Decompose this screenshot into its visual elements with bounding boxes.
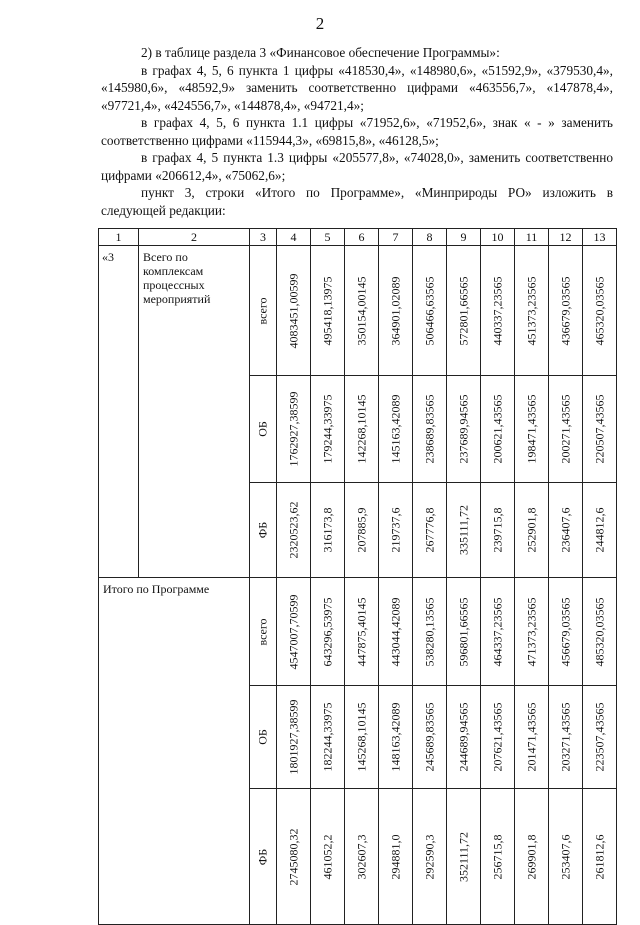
value-cell bbox=[413, 376, 447, 483]
value-cell bbox=[481, 686, 515, 789]
value-cell bbox=[549, 376, 583, 483]
value-text: 464337,23565 bbox=[490, 597, 504, 666]
value-cell bbox=[583, 578, 617, 686]
value-text: 350154,00145 bbox=[354, 276, 368, 345]
value-text: 451373,23565 bbox=[524, 276, 538, 345]
value-text: 244689,94565 bbox=[456, 702, 470, 772]
value-text: 1801927,38599 bbox=[286, 699, 300, 775]
funding-source-label: ОБ bbox=[255, 729, 270, 745]
value-text: 352111,72 bbox=[456, 831, 470, 882]
paragraph-1: 2) в таблице раздела 3 «Финансовое обеспечение Программы»: bbox=[141, 45, 500, 60]
value-cell bbox=[379, 789, 413, 925]
value-text: 244812,6 bbox=[592, 507, 606, 553]
page-number: 2 bbox=[315, 14, 325, 33]
value-text: 2745080,32 bbox=[286, 828, 300, 885]
paragraph-4: в графах 4, 5 пункта 1.3 цифры «205577,8», «74028,0», заменить соответственно цифрами «206612,4», «75062,6»; bbox=[101, 150, 613, 183]
value-cell bbox=[515, 246, 549, 376]
value-cell bbox=[447, 246, 481, 376]
funding-source-cell bbox=[250, 578, 277, 686]
header-cell: 1 bbox=[99, 229, 139, 246]
value-cell bbox=[311, 246, 345, 376]
value-text: 495418,13975 bbox=[320, 276, 334, 345]
header-cell: 6 bbox=[345, 229, 379, 246]
value-text: 485320,03565 bbox=[592, 597, 606, 666]
value-text: 236407,6 bbox=[558, 507, 572, 553]
value-text: 461052,2 bbox=[320, 834, 334, 879]
value-text: 245689,83565 bbox=[422, 702, 436, 772]
value-cell bbox=[515, 483, 549, 578]
value-cell bbox=[413, 686, 447, 789]
funding-source-label: ФБ bbox=[255, 848, 270, 865]
value-cell bbox=[379, 483, 413, 578]
value-text: 203271,43565 bbox=[558, 702, 572, 772]
value-text: 198471,43565 bbox=[524, 394, 538, 464]
value-text: 596801,66565 bbox=[456, 597, 470, 666]
value-text: 179244,33975 bbox=[320, 394, 334, 464]
header-cell: 4 bbox=[277, 229, 311, 246]
funding-source-cell bbox=[250, 246, 277, 376]
value-text: 219737,6 bbox=[388, 507, 402, 553]
value-cell bbox=[345, 376, 379, 483]
value-text: 200271,43565 bbox=[558, 394, 572, 464]
value-text: 572801,66565 bbox=[456, 276, 470, 345]
value-text: 436679,03565 bbox=[558, 276, 572, 345]
value-cell bbox=[345, 789, 379, 925]
value-text: 237689,94565 bbox=[456, 394, 470, 464]
value-cell bbox=[549, 686, 583, 789]
item-number: «3 bbox=[99, 246, 139, 578]
value-text: 269901,8 bbox=[524, 834, 538, 879]
value-cell bbox=[379, 376, 413, 483]
value-cell bbox=[583, 686, 617, 789]
header-cell: 13 bbox=[583, 229, 617, 246]
value-cell bbox=[277, 246, 311, 376]
value-cell bbox=[277, 483, 311, 578]
value-cell bbox=[549, 789, 583, 925]
header-cell: 7 bbox=[379, 229, 413, 246]
value-cell bbox=[515, 578, 549, 686]
value-cell bbox=[379, 578, 413, 686]
value-text: 335111,72 bbox=[456, 504, 470, 556]
header-cell: 3 bbox=[250, 229, 277, 246]
value-cell bbox=[583, 483, 617, 578]
value-text: 220507,43565 bbox=[592, 394, 606, 464]
value-cell bbox=[447, 686, 481, 789]
value-text: 253407,6 bbox=[558, 834, 572, 879]
value-text: 261812,6 bbox=[592, 834, 606, 879]
value-text: 316173,8 bbox=[320, 507, 334, 553]
paragraph-5: пункт 3, строки «Итого по Программе», «Минприроды РО» изложить в следующей редакции: bbox=[101, 185, 613, 218]
value-cell bbox=[311, 578, 345, 686]
header-cell: 12 bbox=[549, 229, 583, 246]
value-text: 447875,40145 bbox=[354, 597, 368, 666]
value-text: 1762927,38599 bbox=[286, 391, 300, 467]
value-cell bbox=[583, 376, 617, 483]
value-cell bbox=[549, 483, 583, 578]
funding-source-label: всего bbox=[255, 617, 270, 646]
value-text: 267776,8 bbox=[422, 507, 436, 553]
header-cell: 9 bbox=[447, 229, 481, 246]
value-text: 465320,03565 bbox=[592, 276, 606, 345]
funding-source-label: ФБ bbox=[255, 521, 270, 539]
value-cell bbox=[481, 789, 515, 925]
value-cell bbox=[413, 789, 447, 925]
value-text: 643296,53975 bbox=[320, 597, 334, 666]
value-cell bbox=[583, 789, 617, 925]
value-cell bbox=[515, 789, 549, 925]
value-text: 506466,63565 bbox=[422, 276, 436, 345]
value-cell bbox=[515, 376, 549, 483]
value-text: 471373,23565 bbox=[524, 597, 538, 666]
table-row bbox=[99, 246, 617, 376]
value-text: 302607,3 bbox=[354, 834, 368, 879]
value-cell bbox=[345, 246, 379, 376]
amendment-text bbox=[101, 44, 613, 219]
value-cell bbox=[481, 578, 515, 686]
value-text: 443044,42089 bbox=[388, 597, 402, 666]
value-cell bbox=[447, 578, 481, 686]
value-text: 440337,23565 bbox=[490, 276, 504, 345]
value-cell bbox=[549, 578, 583, 686]
value-text: 256715,8 bbox=[490, 834, 504, 879]
value-cell bbox=[413, 246, 447, 376]
row-group-label: Итого по Программе bbox=[99, 578, 250, 925]
header-cell: 11 bbox=[515, 229, 549, 246]
value-cell bbox=[481, 246, 515, 376]
value-text: 4547007,70599 bbox=[286, 594, 300, 669]
value-cell bbox=[549, 246, 583, 376]
value-text: 238689,83565 bbox=[422, 394, 436, 464]
paragraph-3: в графах 4, 5, 6 пункта 1.1 цифры «71952,6», «71952,6», знак « - » заменить соответственно цифрами «115944,3», «69815,8», «46128,5»; bbox=[101, 115, 613, 148]
funding-source-label: всего bbox=[255, 296, 270, 325]
funding-source-cell bbox=[250, 789, 277, 925]
value-text: 294881,0 bbox=[388, 834, 402, 879]
financing-table bbox=[98, 228, 617, 925]
value-cell bbox=[277, 686, 311, 789]
value-text: 145163,42089 bbox=[388, 394, 402, 464]
value-text: 2320523,62 bbox=[286, 501, 300, 559]
value-text: 239715,8 bbox=[490, 507, 504, 553]
value-cell bbox=[311, 789, 345, 925]
funding-source-cell bbox=[250, 483, 277, 578]
paragraph-2: в графах 4, 5, 6 пункта 1 цифры «418530,4», «148980,6», «51592,9», «379530,4», «145980,6», «48592,9» заменить соответственно цифрами «463556,7», «147878,4», «97721,4», «424556,7», «144878,4», «94721,4»; bbox=[101, 62, 613, 113]
value-cell bbox=[515, 686, 549, 789]
value-text: 207621,43565 bbox=[490, 702, 504, 772]
value-cell bbox=[277, 789, 311, 925]
value-cell bbox=[345, 483, 379, 578]
value-cell bbox=[277, 578, 311, 686]
funding-source-cell bbox=[250, 686, 277, 789]
row-group-label: Всего по комплексам процессных мероприятий bbox=[139, 246, 250, 578]
table-header-row bbox=[99, 229, 617, 246]
value-cell bbox=[379, 686, 413, 789]
value-cell bbox=[311, 483, 345, 578]
header-cell: 5 bbox=[311, 229, 345, 246]
value-cell bbox=[447, 483, 481, 578]
value-text: 292590,3 bbox=[422, 834, 436, 879]
value-cell bbox=[447, 789, 481, 925]
header-cell: 2 bbox=[139, 229, 250, 246]
value-text: 142268,10145 bbox=[354, 394, 368, 464]
value-cell bbox=[413, 578, 447, 686]
header-cell: 8 bbox=[413, 229, 447, 246]
value-text: 200621,43565 bbox=[490, 394, 504, 464]
value-text: 223507,43565 bbox=[592, 702, 606, 772]
value-cell bbox=[345, 686, 379, 789]
value-cell bbox=[413, 483, 447, 578]
header-cell: 10 bbox=[481, 229, 515, 246]
value-cell bbox=[481, 376, 515, 483]
value-cell bbox=[583, 246, 617, 376]
value-cell bbox=[311, 686, 345, 789]
value-cell bbox=[379, 246, 413, 376]
value-text: 182244,33975 bbox=[320, 702, 334, 772]
value-cell bbox=[481, 483, 515, 578]
funding-source-label: ОБ bbox=[255, 421, 270, 437]
value-text: 364901,02089 bbox=[388, 276, 402, 345]
value-text: 207885,9 bbox=[354, 507, 368, 553]
table-row bbox=[99, 578, 617, 686]
value-text: 456679,03565 bbox=[558, 597, 572, 666]
value-cell bbox=[277, 376, 311, 483]
value-text: 538280,13565 bbox=[422, 597, 436, 666]
value-text: 148163,42089 bbox=[388, 702, 402, 772]
funding-source-cell bbox=[250, 376, 277, 483]
value-text: 252901,8 bbox=[524, 507, 538, 553]
value-cell bbox=[447, 376, 481, 483]
value-text: 145268,10145 bbox=[354, 702, 368, 772]
value-cell bbox=[311, 376, 345, 483]
value-text: 201471,43565 bbox=[524, 702, 538, 772]
value-cell bbox=[345, 578, 379, 686]
value-text: 4083451,00599 bbox=[286, 273, 300, 348]
